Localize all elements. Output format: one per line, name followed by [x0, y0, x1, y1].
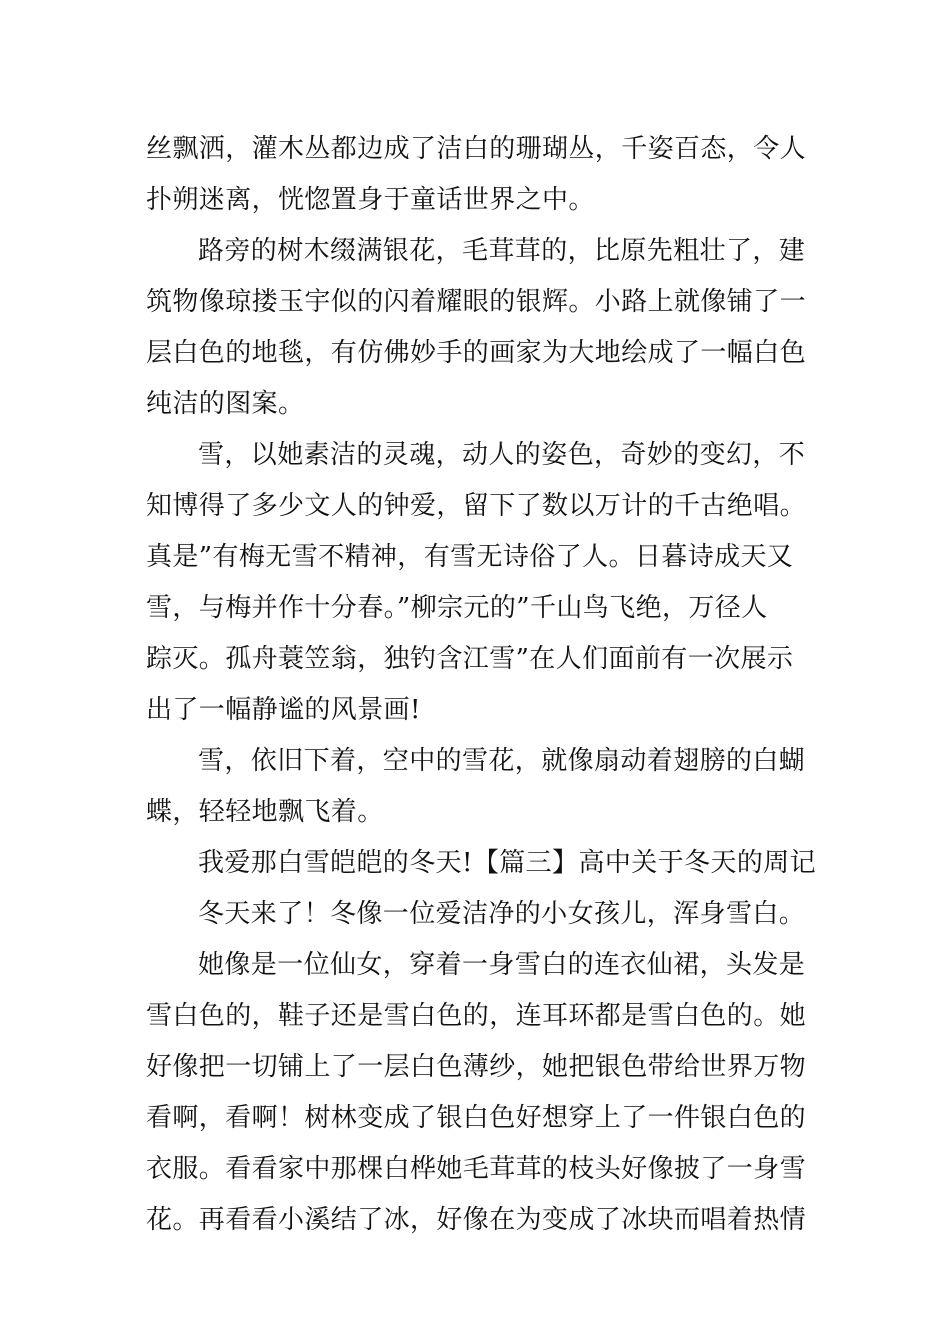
- text-line: 出了一幅静谧的风景画!: [146, 695, 421, 725]
- text-line: 知博得了多少文人的钟爱，留下了数以万计的千古绝唱。: [146, 491, 807, 521]
- text-line: 冬天来了！冬像一位爱洁净的小女孩儿，浑身雪白。: [198, 899, 806, 929]
- text-line: 雪，以她素洁的灵魂，动人的姿色，奇妙的变幻，不: [198, 440, 806, 470]
- text-line: 她像是一位仙女，穿着一身雪白的连衣仙裙，头发是: [198, 950, 806, 980]
- text-line: 雪白色的，鞋子还是雪白色的，连耳环都是雪白色的。她: [146, 1001, 807, 1031]
- text-line: 蝶，轻轻地飘飞着。: [146, 797, 384, 827]
- text-line: 我爱那白雪皑皑的冬天!【篇三】高中关于冬天的周记: [198, 848, 817, 878]
- text-line: 好像把一切铺上了一层白色薄纱，她把银色带给世界万物: [146, 1052, 807, 1082]
- text-line: 看啊，看啊！树林变成了银白色好想穿上了一件银白色的: [146, 1103, 807, 1133]
- text-line: 雪，依旧下着，空中的雪花，就像扇动着翅膀的白蝴: [198, 746, 806, 776]
- text-line: 扑朔迷离，恍惚置身于童话世界之中。: [146, 185, 595, 215]
- text-line: 层白色的地毯，有仿佛妙手的画家为大地绘成了一幅白色: [146, 338, 807, 368]
- text-line: 踪灭。孤舟蓑笠翁，独钓含江雪”在人们面前有一次展示: [146, 644, 794, 674]
- text-line: 花。再看看小溪结了冰，好像在为变成了冰块而唱着热情: [146, 1205, 807, 1235]
- text-line: 衣服。看看家中那棵白桦她毛茸茸的枝头好像披了一身雪: [146, 1154, 807, 1184]
- body-text: [146, 124, 817, 1246]
- text-line: 筑物像琼搂玉宇似的闪着耀眼的银辉。小路上就像铺了一: [146, 287, 807, 317]
- text-line: 路旁的树木缀满银花，毛茸茸的，比原先粗壮了，建: [198, 236, 806, 266]
- text-line: 纯洁的图案。: [146, 389, 305, 419]
- text-line: 雪，与梅并作十分春。”柳宗元的”千山鸟飞绝，万径人: [146, 593, 768, 623]
- text-line: 真是”有梅无雪不精神，有雪无诗俗了人。日暮诗成天又: [146, 542, 794, 572]
- text-line: 丝飘洒，灌木丛都边成了洁白的珊瑚丛，千姿百态，令人: [146, 134, 807, 164]
